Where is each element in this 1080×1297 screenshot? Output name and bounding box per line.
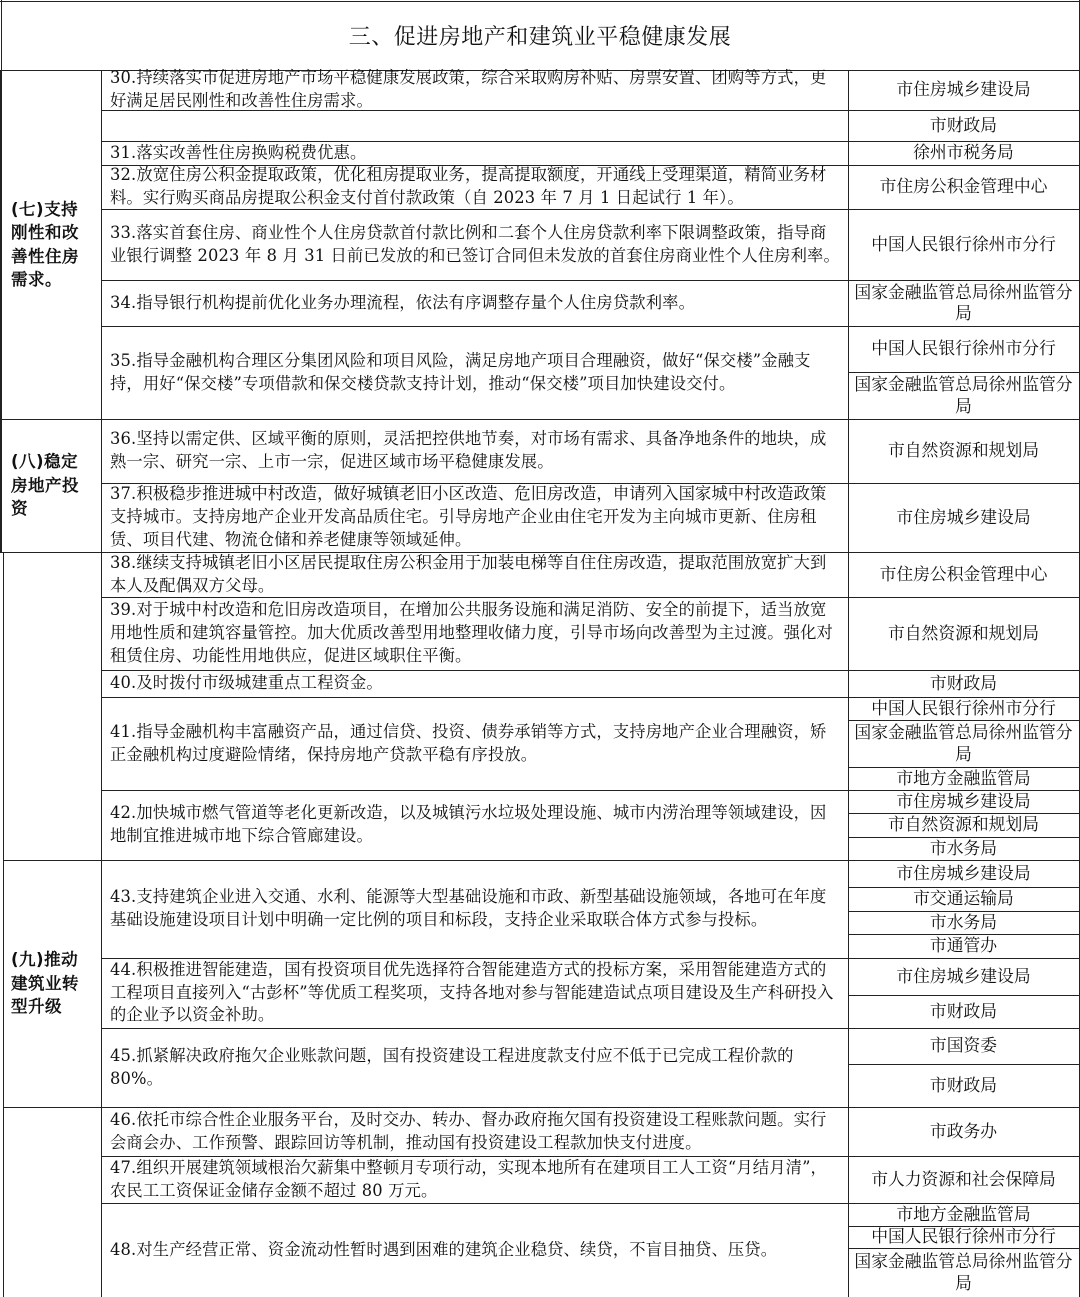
measure-text: 43.支持建筑企业进入交通、水利、能源等大型基础设施和市政、新型基础设施领域，各地可在年度基础设施建设项目计划中明确一定比例的项目和标段，支持企业采取联合体方式参与投标。	[110, 887, 827, 929]
responsible-agency: 国家金融监管总局徐州监管分局	[854, 374, 1073, 416]
measure-text: 32.放宽住房公积金提取政策，优化租房提取业务，提高提取额度，开通线上受理渠道，精简业务材料。实行购买商品房提取公积金支付首付款政策（自 2023 年 7 月 1 日起试行 1 年）。	[110, 165, 827, 207]
category-label: (八)稳定房地产投资	[11, 452, 79, 519]
measure-text: 38.继续支持城镇老旧小区居民提取住房公积金用于加装电梯等自住住房改造，提取范围放宽扩大到本人及配偶双方父母。	[110, 552, 827, 595]
measure-text: 31.落实改善性住房换购税费优惠。	[110, 142, 367, 162]
measure-text: 44.积极推进智能建造，国有投资项目优先选择符合智能建造方式的投标方案，采用智能建造方式的工程项目直接列入“古彭杯”等优质工程奖项，支持各地对参与智能建造试点项目建设及生产科研投入的企业予以资金补助。	[110, 959, 834, 1025]
responsible-agency: 市人力资源和社会保障局	[871, 1168, 1056, 1189]
column-divider	[3, 552, 4, 860]
measure-text: 48.对生产经营正常、资金流动性暂时遇到困难的建筑企业稳贷、续贷，不盲目抽贷、压贷。	[110, 1239, 778, 1259]
responsible-agency: 市住房城乡建设局	[896, 79, 1031, 100]
responsible-agency: 市国资委	[929, 1035, 998, 1056]
measure-text: 37.积极稳步推进城中村改造，做好城镇老旧小区改造、危旧房改造，申请列入国家城中村改造政策支持城市。支持房地产企业开发高品质住宅。引导房地产企业由住宅开发为主向城市更新、住房租赁、项目代建、物流仓储和养老健康等领域延伸。	[110, 484, 827, 549]
measure-text: 34.指导银行机构提前优化业务办理流程，依法有序调整存量个人住房贷款利率。	[110, 292, 696, 312]
measure-text: 30.持续落实市促进房地产市场平稳健康发展政策，综合采取购房补贴、房票安置、团购等方式，更好满足居民刚性和改善性住房需求。	[110, 68, 827, 110]
measure-text: 42.加快城市燃气管道等老化更新改造，以及城镇污水垃圾处理设施、城市内涝治理等领域建设，因地制宜推进城市地下综合管廊建设。	[110, 803, 827, 845]
measure-text: 45.抓紧解决政府拖欠企业账款问题，国有投资建设工程进度款支付应不低于已完成工程价款的 80%。	[110, 1045, 794, 1088]
responsible-agency: 市交通运输局	[913, 888, 1014, 909]
responsible-agency: 市财政局	[929, 672, 998, 693]
responsible-agency: 国家金融监管总局徐州监管分局	[854, 1251, 1073, 1293]
responsible-agency: 中国人民银行徐州市分行	[871, 233, 1056, 254]
responsible-agency: 市住房城乡建设局	[896, 965, 1031, 986]
responsible-agency: 市住房公积金管理中心	[879, 176, 1048, 197]
responsible-agency: 市住房公积金管理中心	[879, 563, 1048, 584]
responsible-agency: 市财政局	[929, 1074, 998, 1095]
responsible-agency: 市财政局	[929, 1000, 998, 1021]
measure-text: 41.指导金融机构丰富融资产品，通过信贷、投资、债券承销等方式，支持房地产企业合理融资，矫正金融机构过度避险情绪，保持房地产贷款平稳有序投放。	[110, 721, 827, 764]
measure-text: 40.及时拨付市级城建重点工程资金。	[110, 673, 383, 693]
responsible-agency: 市自然资源和规划局	[887, 440, 1040, 461]
measure-text: 33.落实首套住房、商业性个人住房贷款首付款比例和二套个人住房贷款利率下限调整政策，指导商业银行调整 2023 年 8 月 31 日前已发放的和已签订合同但未发放的首套住房商业性个人住房利率。	[110, 222, 840, 265]
responsible-agency: 市住房城乡建设局	[896, 862, 1031, 883]
responsible-agency: 中国人民银行徐州市分行	[871, 697, 1056, 718]
responsible-agency: 国家金融监管总局徐州监管分局	[854, 281, 1073, 323]
category-label: (九)推动建筑业转型升级	[11, 950, 79, 1017]
responsible-agency: 中国人民银行徐州市分行	[871, 1226, 1056, 1247]
measure-text: 47.组织开展建筑领域根治欠薪集中整顿月专项行动，实现本地所有在建项目工人工资“月结月清”，农民工工资保证金储存金额不超过 80 万元。	[110, 1157, 827, 1200]
measure-text: 36.坚持以需定供、区域平衡的原则，灵活把控供地节奏，对市场有需求、具备净地条件的地块，成熟一宗、研究一宗、上市一宗，促进区域市场平稳健康发展。	[110, 429, 827, 471]
responsible-agency: 中国人民银行徐州市分行	[871, 338, 1056, 359]
responsible-agency: 市自然资源和规划局	[887, 622, 1040, 643]
category-label: (七)支持刚性和改善性住房需求。	[11, 199, 79, 289]
responsible-agency: 市通管办	[929, 935, 998, 956]
responsible-agency: 徐州市税务局	[913, 142, 1014, 163]
responsible-agency: 市自然资源和规划局	[887, 814, 1040, 835]
responsible-agency: 市地方金融监管局	[896, 767, 1031, 788]
section-title: 三、促进房地产和建筑业平稳健康发展	[348, 24, 732, 50]
measure-text: 46.依托市综合性企业服务平台，及时交办、转办、督办政府拖欠国有投资建设工程账款问题。实行会商会办、工作预警、跟踪回访等机制，推动国有投资建设工程款加快支付进度。	[110, 1109, 827, 1152]
responsible-agency: 市水务局	[929, 837, 998, 858]
responsible-agency: 国家金融监管总局徐州监管分局	[854, 722, 1073, 764]
responsible-agency: 市水务局	[929, 911, 998, 932]
responsible-agency: 市财政局	[929, 114, 998, 135]
responsible-agency: 市政务办	[929, 1120, 998, 1141]
measure-text: 35.指导金融机构合理区分集团风险和项目风险，满足房地产项目合理融资，做好“保交楼”金融支持，用好“保交楼”专项借款和保交楼贷款支持计划，推动“保交楼”项目加快建设交付。	[110, 350, 811, 393]
measure-text: 39.对于城中村改造和危旧房改造项目，在增加公共服务设施和满足消防、安全的前提下，适当放宽用地性质和建筑容量管控。加大优质改善型用地整理收储力度，引导市场向改善型为主过渡。强化对租赁住房、功能性用地供应，促进区域职住平衡。	[110, 600, 833, 665]
responsible-agency: 市地方金融监管局	[896, 1203, 1031, 1224]
responsible-agency: 市住房城乡建设局	[896, 790, 1031, 811]
responsible-agency: 市住房城乡建设局	[896, 506, 1031, 527]
